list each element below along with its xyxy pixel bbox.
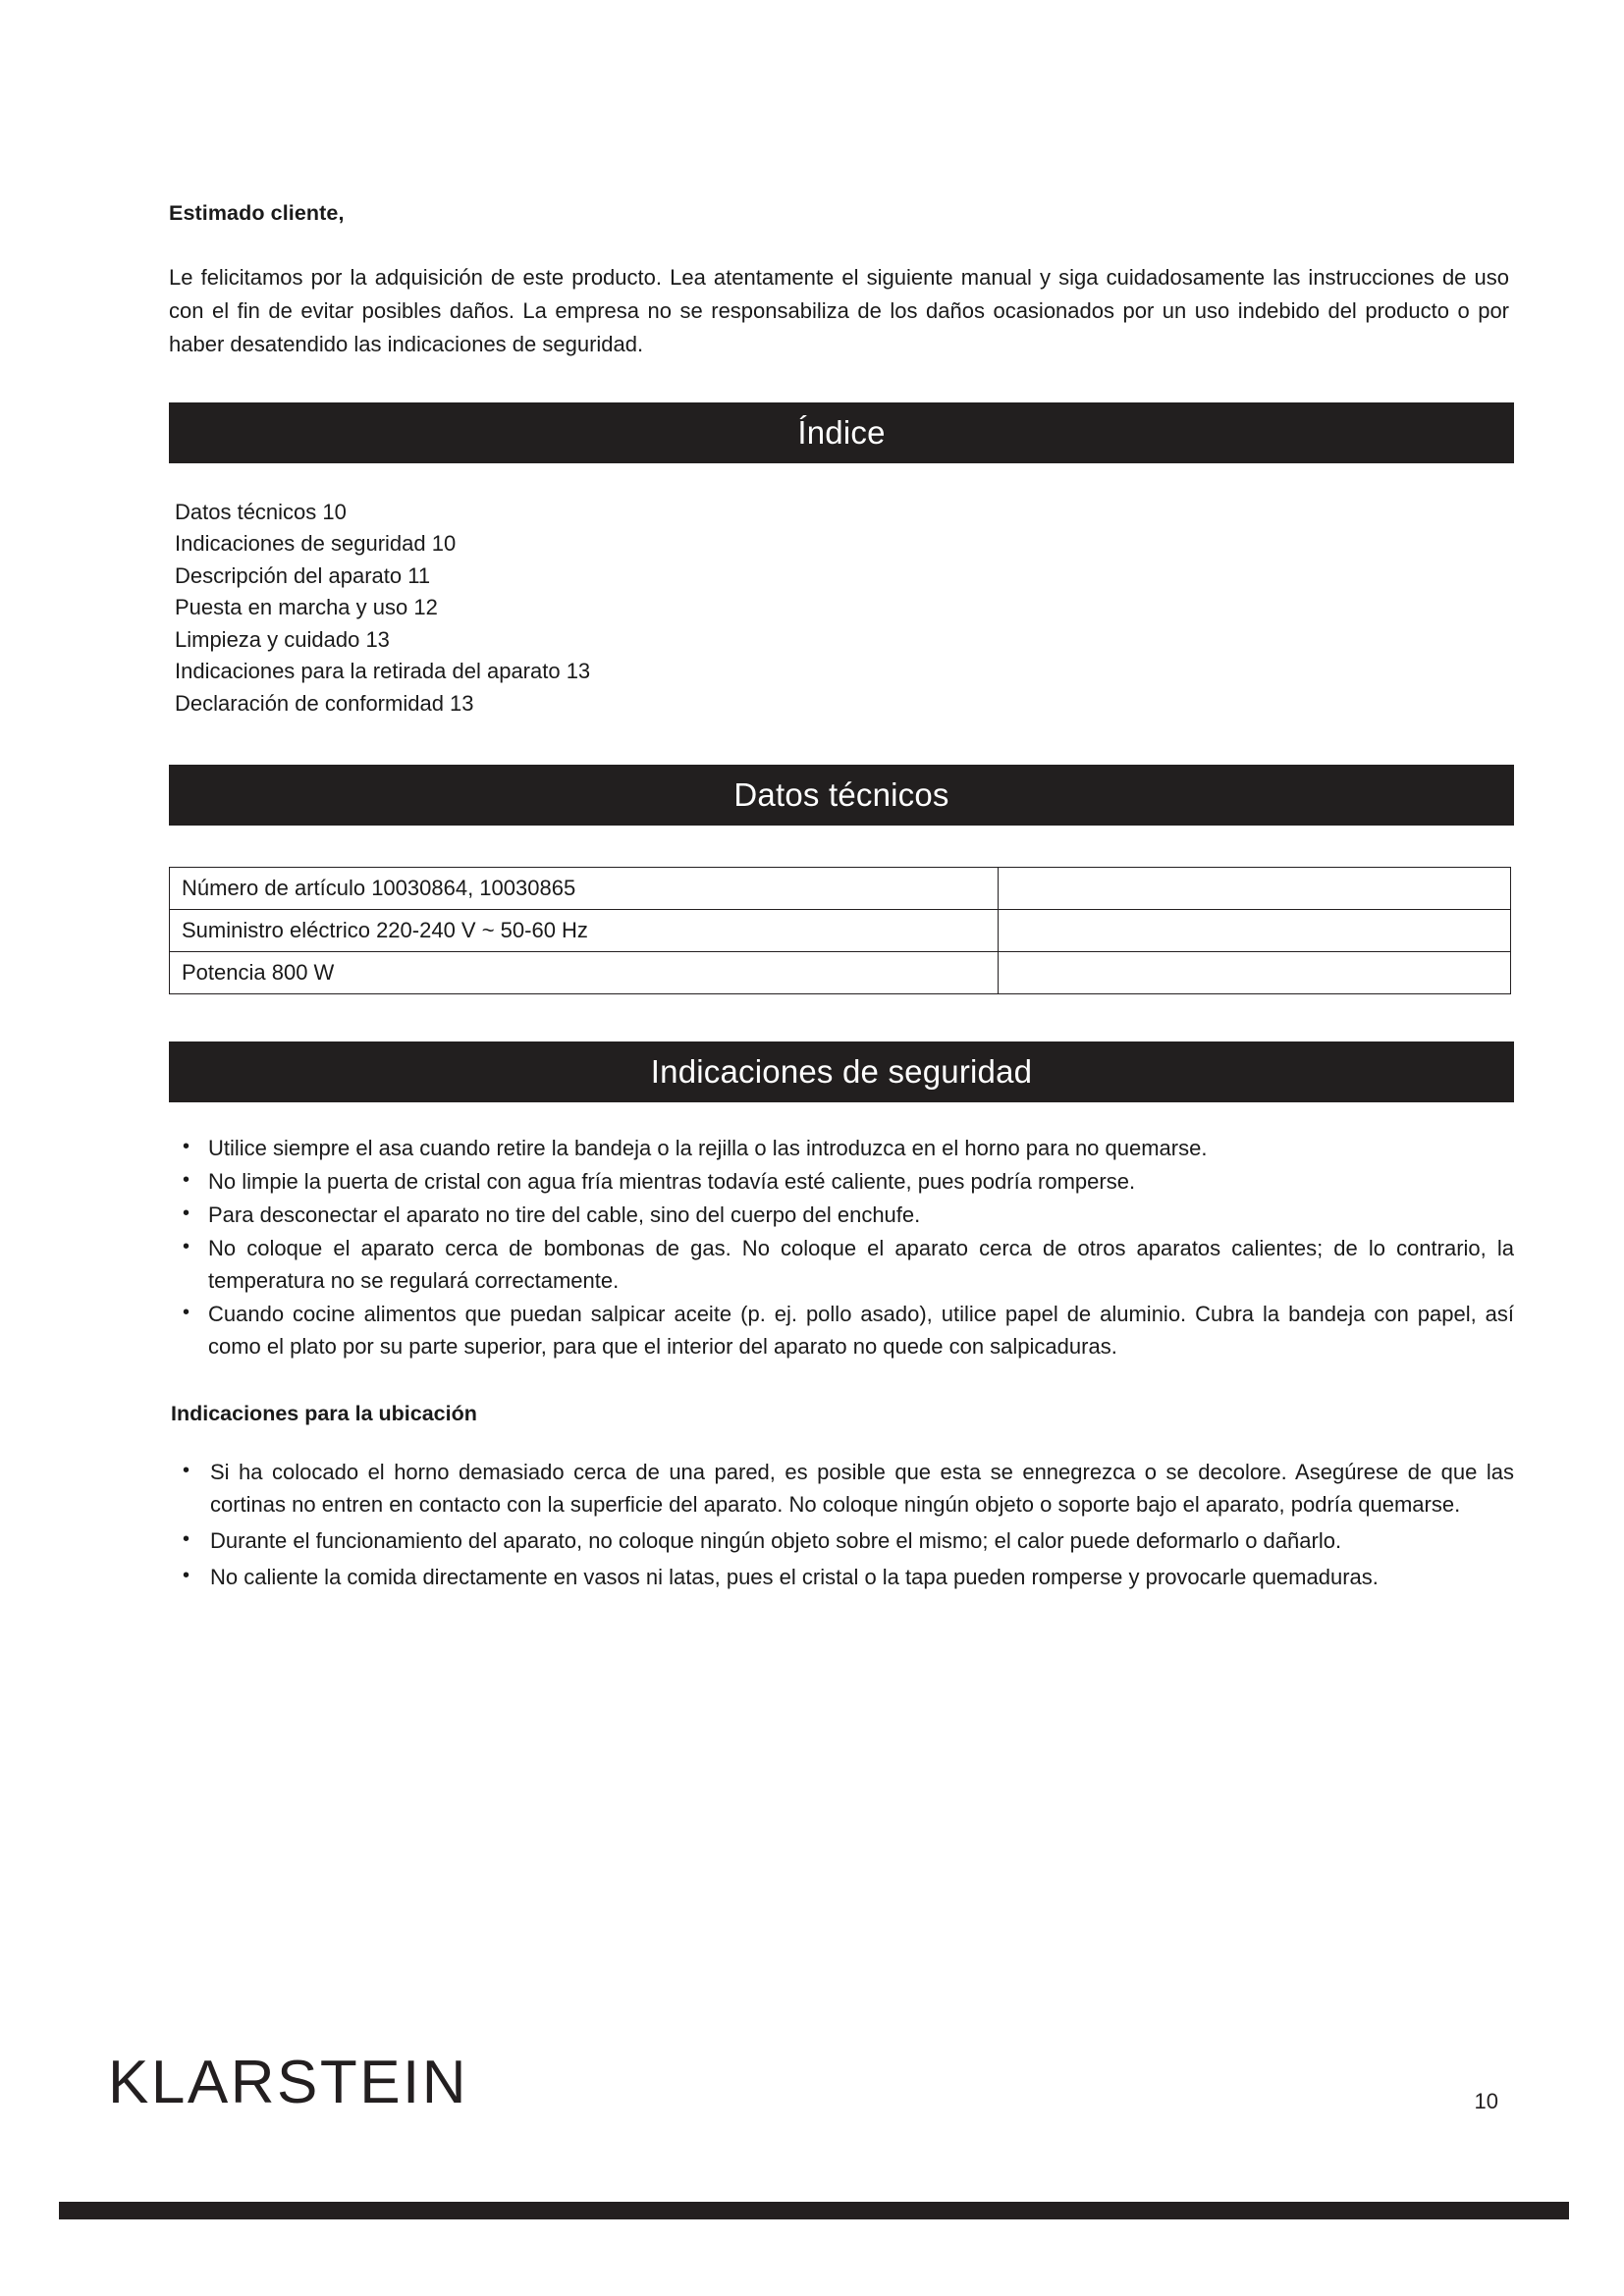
toc-entry: Declaración de conformidad 13 bbox=[175, 690, 474, 716]
list-item bbox=[169, 1298, 1514, 1362]
bullet-glyph: • bbox=[183, 1169, 190, 1192]
list-item bbox=[169, 1132, 1514, 1164]
list-item-text: Si ha colocado el horno demasiado cerca de una pared, es posible que esta se ennegrezca o se decolore. Asegúrese de que las cortinas no entren en contacto con la superficie del aparato. No coloque ningún objeto o soporte bajo el aparato, podría quemarse. bbox=[210, 1460, 1514, 1518]
spec-label: Potencia 800 W bbox=[170, 952, 999, 994]
toc-entry: Limpieza y cuidado 13 bbox=[175, 626, 390, 652]
greeting-body: Le felicitamos por la adquisición de este producto. Lea atentamente el siguiente manual y siga cuidadosamente las instrucciones de uso con el fin de evitar posibles daños. La empresa no se responsabiliza de los daños ocasionados por un uso indebido del producto o por haber desatendido las indicaciones de seguridad. bbox=[169, 265, 1509, 356]
specs-table bbox=[169, 867, 1511, 994]
list-item bbox=[169, 1232, 1514, 1297]
list-item-text: No limpie la puerta de cristal con agua fría mientras todavía esté caliente, pues podría romperse. bbox=[208, 1169, 1136, 1195]
table-row bbox=[170, 910, 1511, 952]
list-item bbox=[169, 1524, 1514, 1557]
section-heading-indice-label: Índice bbox=[797, 413, 886, 451]
footer-divider bbox=[59, 2202, 1569, 2219]
list-item-text: Cuando cocine alimentos que puedan salpicar aceite (p. ej. pollo asado), utilice papel de aluminio. Cubra la bandeja con papel, así como el plato por su parte superior, para que el interior del aparato no quede con salpicaduras. bbox=[208, 1302, 1514, 1360]
toc-entry: Indicaciones de seguridad 10 bbox=[175, 531, 457, 557]
bullet-glyph: • bbox=[183, 1302, 190, 1324]
spec-value bbox=[998, 910, 1510, 952]
section-heading-datos-tecnicos-label: Datos técnicos bbox=[733, 776, 949, 814]
greeting-title: Estimado cliente, bbox=[169, 201, 345, 225]
bullet-glyph: • bbox=[183, 1460, 190, 1482]
spec-value bbox=[998, 952, 1510, 994]
bullet-glyph: • bbox=[183, 1565, 190, 1587]
section-heading-indicaciones-seguridad bbox=[169, 1041, 1514, 1102]
bullet-glyph: • bbox=[183, 1236, 190, 1258]
list-item-text: Utilice siempre el asa cuando retire la bandeja o la rejilla o las introduzca en el horno para no quemarse. bbox=[208, 1136, 1208, 1161]
bullet-glyph: • bbox=[183, 1202, 190, 1225]
toc-entry: Puesta en marcha y uso 12 bbox=[175, 595, 438, 620]
table-of-contents bbox=[175, 497, 1514, 721]
spec-label: Número de artículo 10030864, 10030865 bbox=[170, 868, 999, 910]
page-content bbox=[169, 201, 1514, 1597]
safety-bullet-list bbox=[169, 1132, 1514, 1362]
spec-value bbox=[998, 868, 1510, 910]
toc-entry: Indicaciones para la retirada del aparato 13 bbox=[175, 659, 591, 684]
toc-entry: Descripción del aparato 11 bbox=[175, 562, 431, 588]
list-item-text: Durante el funcionamiento del aparato, no coloque ningún objeto sobre el mismo; el calor puede deformarlo o dañarlo. bbox=[210, 1528, 1342, 1554]
table-row bbox=[170, 868, 1511, 910]
location-bullet-list bbox=[169, 1456, 1514, 1593]
spec-label: Suministro eléctrico 220-240 V ~ 50-60 Hz bbox=[170, 910, 999, 952]
section-heading-indice bbox=[169, 402, 1514, 463]
toc-entry: Datos técnicos 10 bbox=[175, 499, 347, 524]
list-item bbox=[169, 1456, 1514, 1521]
list-item-text: No caliente la comida directamente en vasos ni latas, pues el cristal o la tapa pueden romperse y provocarle quemaduras. bbox=[210, 1565, 1379, 1590]
section-heading-datos-tecnicos bbox=[169, 765, 1514, 826]
bullet-glyph: • bbox=[183, 1136, 190, 1158]
list-item-text: No coloque el aparato cerca de bombonas de gas. No coloque el aparato cerca de otros aparatos calientes; de lo contrario, la temperatura no se regulará correctamente. bbox=[208, 1236, 1514, 1294]
list-item bbox=[169, 1561, 1514, 1593]
brand-logo: KLARSTEIN bbox=[108, 2049, 469, 2116]
bullet-glyph: • bbox=[183, 1528, 190, 1551]
list-item bbox=[169, 1199, 1514, 1231]
section-heading-indicaciones-seguridad-label: Indicaciones de seguridad bbox=[650, 1053, 1033, 1091]
list-item bbox=[169, 1165, 1514, 1198]
table-row bbox=[170, 952, 1511, 994]
subheading-ubicacion: Indicaciones para la ubicación bbox=[171, 1402, 477, 1426]
page-number: 10 bbox=[1474, 2089, 1498, 2113]
list-item-text: Para desconectar el aparato no tire del cable, sino del cuerpo del enchufe. bbox=[208, 1202, 921, 1228]
